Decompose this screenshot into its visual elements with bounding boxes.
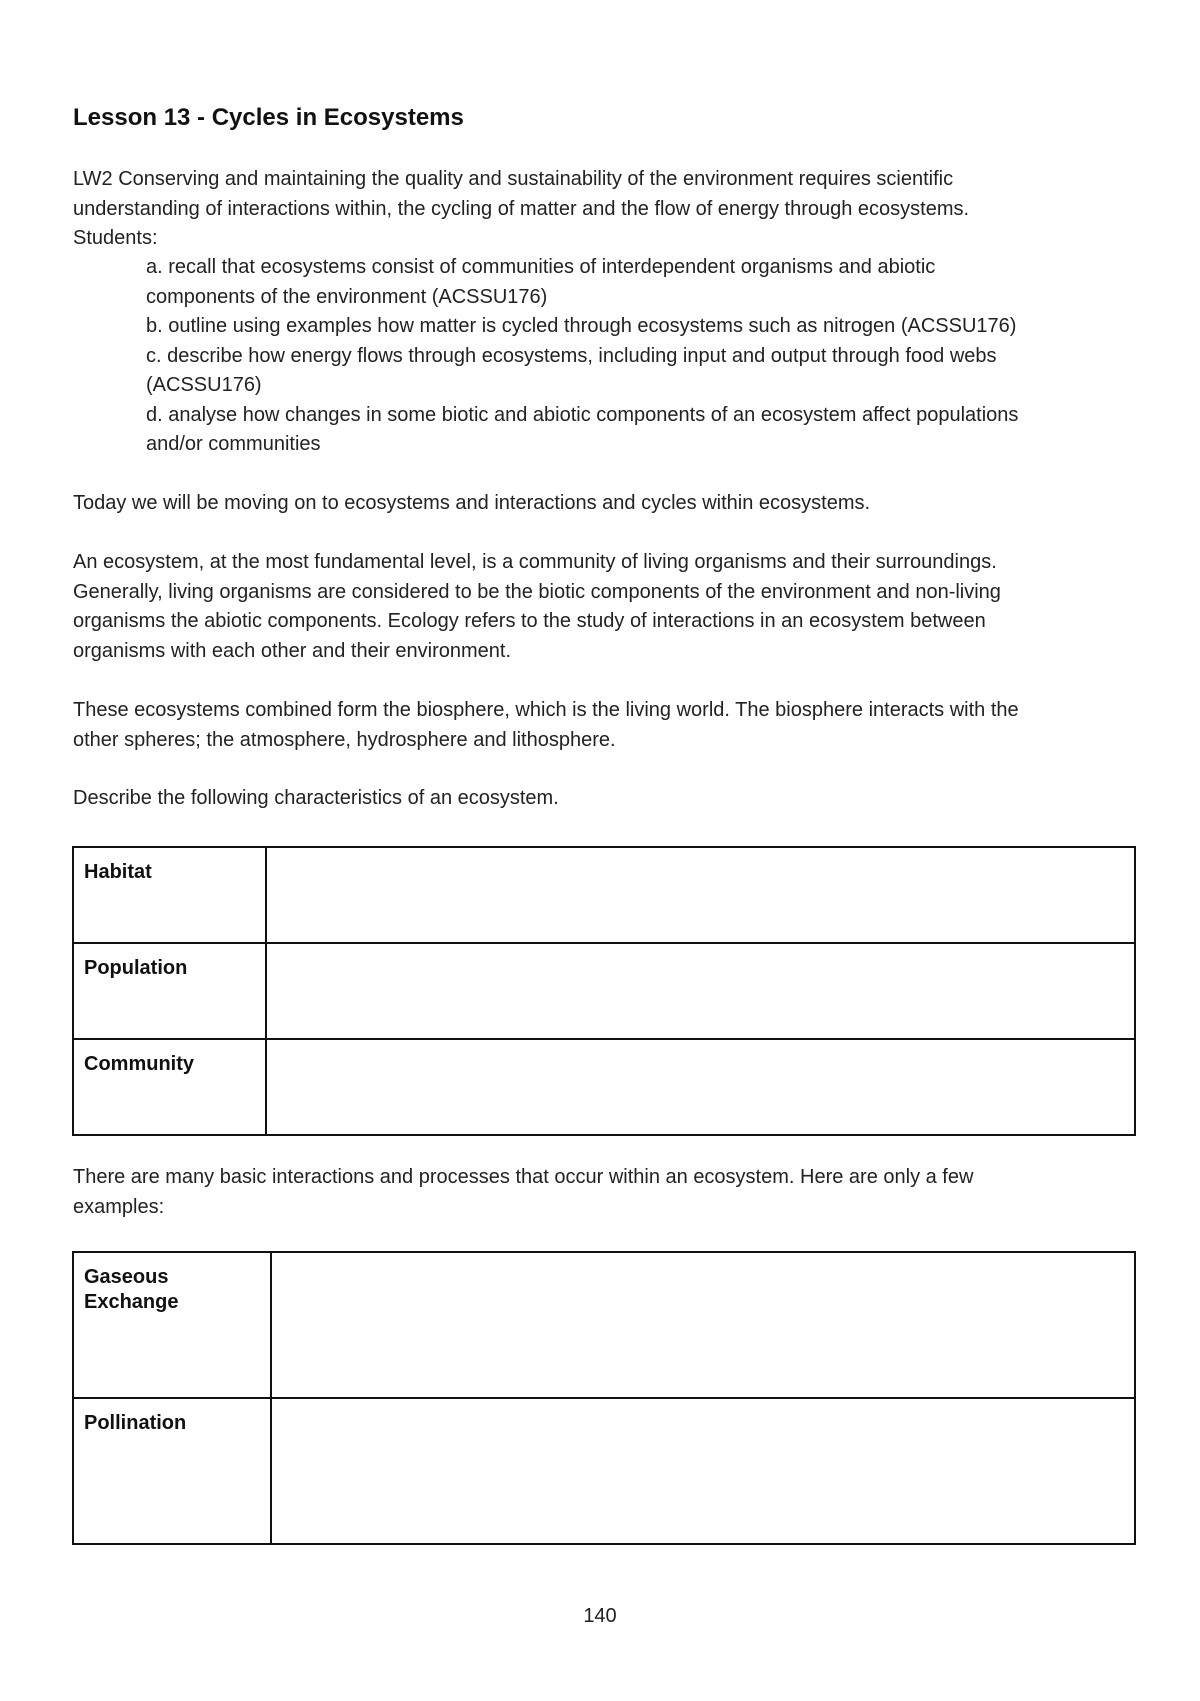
- pollination-answer-cell[interactable]: [271, 1398, 1135, 1544]
- row-label-community: Community: [73, 1039, 266, 1135]
- page-number: 140: [583, 1605, 617, 1627]
- table-row: [73, 943, 1135, 1039]
- row-label-gaseous-exchange: Gaseous Exchange: [73, 1252, 271, 1398]
- interactions-paragraph: [73, 1163, 1143, 1222]
- paragraph-line: There are many basic interactions and processes that occur within an ecosystem. Here are only a few: [73, 1166, 974, 1188]
- paragraph-line: These ecosystems combined form the biosphere, which is the living world. The biosphere interacts with the: [73, 699, 1019, 721]
- row-label-pollination: Pollination: [73, 1398, 271, 1544]
- paragraph-line: Generally, living organisms are considered to be the biotic components of the environment and non-living: [73, 580, 1001, 603]
- paragraph-line: other spheres; the atmosphere, hydrosphere and lithosphere.: [73, 728, 616, 751]
- ecosystem-interactions-table: [72, 1251, 1136, 1545]
- table-row: [73, 847, 1135, 943]
- table-row: [73, 1252, 1135, 1398]
- paragraph-line: organisms with each other and their environment.: [73, 639, 512, 662]
- outcome-line: b. outline using examples how matter is cycled through ecosystems such as nitrogen (ACSSU176): [146, 315, 1017, 337]
- ecosystem-paragraph: [73, 548, 1143, 666]
- outcome-line: d. analyse how changes in some biotic and abiotic components of an ecosystem affect populations: [146, 403, 1019, 426]
- curriculum-statement: [73, 165, 1143, 254]
- curriculum-line: Students:: [73, 227, 158, 249]
- outcome-line: and/or communities: [146, 433, 321, 455]
- table-row: [73, 1039, 1135, 1135]
- ecosystem-characteristics-table: [72, 846, 1136, 1136]
- row-label-habitat: Habitat: [73, 847, 266, 943]
- habitat-answer-cell[interactable]: [266, 847, 1135, 943]
- describe-instruction: Describe the following characteristics of an ecosystem.: [73, 787, 559, 809]
- community-answer-cell[interactable]: [266, 1039, 1135, 1135]
- outcome-line: c. describe how energy flows through ecosystems, including input and output through food webs: [146, 344, 997, 367]
- outcome-line: (ACSSU176): [146, 374, 262, 396]
- intro-paragraph: Today we will be moving on to ecosystems and interactions and cycles within ecosystems.: [73, 492, 871, 514]
- curriculum-line: understanding of interactions within, the cycling of matter and the flow of energy through ecosystems.: [73, 197, 970, 220]
- paragraph-line: An ecosystem, at the most fundamental level, is a community of living organisms and their surroundings.: [73, 551, 997, 573]
- paragraph-line: examples:: [73, 1195, 165, 1218]
- curriculum-line: LW2 Conserving and maintaining the quality and sustainability of the environment requires scientific: [73, 168, 954, 190]
- outcome-line: a. recall that ecosystems consist of communities of interdependent organisms and abiotic: [146, 256, 936, 278]
- row-label-population: Population: [73, 943, 266, 1039]
- outcome-line: components of the environment (ACSSU176): [146, 285, 548, 308]
- biosphere-paragraph: [73, 696, 1143, 755]
- learning-outcomes-list: [146, 253, 1146, 460]
- gaseous-exchange-answer-cell[interactable]: [271, 1252, 1135, 1398]
- table-row: [73, 1398, 1135, 1544]
- page-title: Lesson 13 - Cycles in Ecosystems: [73, 104, 464, 131]
- population-answer-cell[interactable]: [266, 943, 1135, 1039]
- paragraph-line: organisms the abiotic components. Ecology refers to the study of interactions in an ecosystem between: [73, 610, 986, 632]
